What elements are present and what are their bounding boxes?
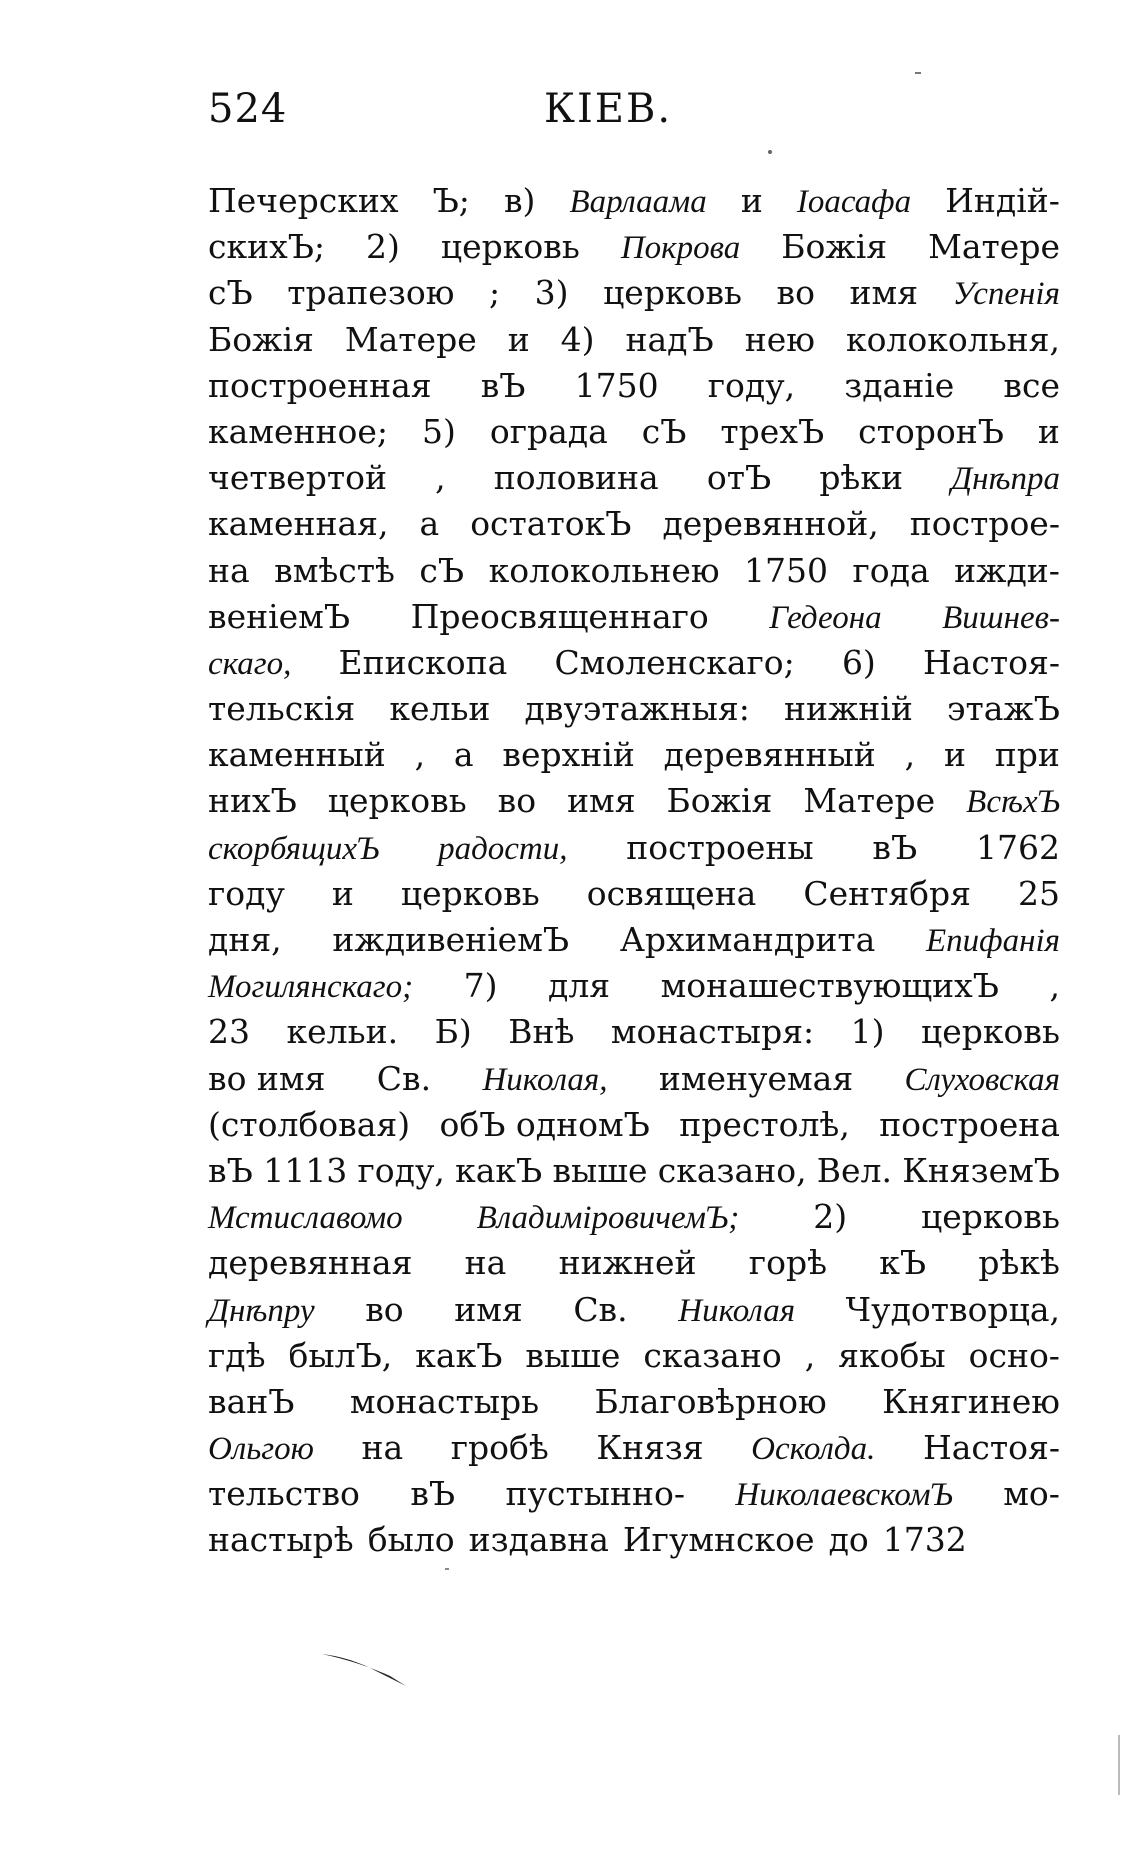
- word: ижди-: [954, 550, 1060, 590]
- word: деревянная: [208, 1243, 413, 1283]
- word: зданіе: [844, 365, 955, 405]
- text-line: [208, 686, 1060, 732]
- word: Св.: [376, 1058, 432, 1098]
- word: рѣки: [819, 458, 903, 498]
- word: Ъ;: [432, 181, 470, 220]
- word: нижній: [783, 689, 913, 729]
- word: Преосвященнаго: [410, 596, 709, 636]
- italic-word: Слуховская: [904, 1061, 1060, 1098]
- word: пустынно-: [505, 1474, 685, 1514]
- word: Божія: [666, 781, 773, 821]
- word: деревянный: [663, 735, 876, 775]
- text-line: [208, 1471, 1060, 1517]
- word: построе-: [909, 504, 1060, 544]
- word: на: [464, 1243, 507, 1283]
- word: остатокЪ: [470, 504, 632, 544]
- word: построена: [879, 1104, 1060, 1144]
- italic-word: Варлаама: [569, 184, 707, 220]
- word: ,: [1049, 966, 1060, 1006]
- word: во: [365, 1289, 404, 1329]
- word: 2): [366, 227, 400, 267]
- italic-word: Успенія: [952, 276, 1060, 313]
- text-line: [208, 455, 1060, 501]
- word: было: [367, 1520, 455, 1560]
- word: трехЪ: [720, 411, 825, 451]
- word: горѣ: [748, 1243, 827, 1283]
- word: вЪ: [410, 1474, 456, 1514]
- ink-smudge-icon: [320, 1650, 410, 1690]
- word: Печерских: [208, 181, 399, 220]
- word: КняземЪ: [902, 1150, 1060, 1190]
- word: до: [828, 1520, 869, 1560]
- word: рѣкѣ: [978, 1243, 1060, 1283]
- text-line: [208, 1240, 1060, 1286]
- word: сторонЪ: [858, 411, 1004, 451]
- text-line: [208, 1287, 1060, 1333]
- italic-word: Николая: [678, 1292, 796, 1329]
- word: в): [503, 181, 536, 220]
- word: нею: [744, 319, 815, 359]
- word: и: [331, 873, 354, 913]
- word: Божія: [781, 227, 888, 267]
- italic-word: радости,: [438, 830, 568, 867]
- word: ,: [804, 1335, 816, 1375]
- word: года: [852, 550, 930, 590]
- word: и: [740, 181, 763, 220]
- italic-word: Покрова: [620, 230, 741, 267]
- word: церковь: [603, 273, 742, 313]
- word: Внѣ: [508, 1012, 575, 1052]
- word: году,: [707, 365, 796, 405]
- word: осно-: [968, 1335, 1060, 1375]
- word: кельи.: [286, 1012, 399, 1052]
- italic-word: Ольгою: [208, 1431, 314, 1468]
- word: верхній: [502, 735, 635, 775]
- italic-word: Мстиславомо: [208, 1200, 403, 1237]
- text-line: [208, 778, 1060, 824]
- word: а: [453, 735, 474, 775]
- word: Игумнское: [622, 1520, 815, 1560]
- text-line: [208, 409, 1060, 455]
- text-line: [208, 1102, 1060, 1148]
- word: Матере: [928, 227, 1060, 267]
- word: при: [994, 735, 1060, 775]
- word: Настоя-: [922, 642, 1060, 682]
- text-line: [208, 1009, 1060, 1055]
- word: издавна: [468, 1520, 609, 1560]
- word: гдѣ: [208, 1335, 266, 1375]
- word: мо-: [1003, 1474, 1060, 1514]
- word: 1750: [744, 550, 829, 590]
- italic-word: ВсѣхЪ: [966, 784, 1060, 821]
- word: сЪ: [419, 550, 465, 590]
- word: этажЪ: [946, 689, 1060, 729]
- ink-speck: [445, 1568, 449, 1570]
- word: построенная: [208, 365, 432, 405]
- page-number: 524: [208, 86, 288, 132]
- word: монашествующихЪ: [660, 966, 999, 1006]
- text-line: [208, 1148, 1060, 1194]
- word: колокольнею: [488, 550, 720, 590]
- word: вЪ: [872, 827, 918, 867]
- word: сЪ: [641, 411, 687, 451]
- word: дня,: [208, 920, 282, 959]
- word: Б): [434, 1012, 472, 1052]
- text-line: [208, 270, 1060, 316]
- word: Епископа: [338, 642, 508, 682]
- italic-word: ВладиміровичемЪ;: [476, 1200, 740, 1237]
- word: какЪ: [455, 1150, 543, 1190]
- word: ванЪ: [208, 1381, 295, 1421]
- word: настырѣ: [208, 1520, 354, 1560]
- word: 1762: [975, 827, 1060, 867]
- word: выше: [525, 1335, 621, 1375]
- word: имя: [567, 781, 636, 821]
- word: Сентября: [803, 873, 971, 913]
- word: 1732: [882, 1520, 967, 1560]
- word: гробѣ: [450, 1428, 549, 1468]
- word: 2): [813, 1197, 848, 1237]
- word: 7): [463, 966, 498, 1006]
- text-line: [208, 363, 1060, 409]
- word: Князя: [596, 1428, 704, 1468]
- word: церковь: [327, 781, 467, 821]
- word: четвертой: [208, 458, 387, 498]
- word: обЪ одномЪ: [439, 1104, 650, 1144]
- word: 1750: [574, 365, 659, 405]
- italic-word: Іоасафа: [796, 184, 912, 220]
- text-line: [208, 825, 1060, 871]
- word: тельскія: [208, 689, 356, 729]
- italic-word: НиколаевскомЪ: [735, 1477, 953, 1514]
- word: отЪ: [706, 458, 772, 498]
- word: освящена: [586, 873, 757, 913]
- text-line: [208, 1194, 1060, 1240]
- word: ;: [488, 273, 501, 313]
- text-line: [208, 1056, 1060, 1102]
- word: во имя: [208, 1058, 326, 1098]
- word: половина: [493, 458, 659, 498]
- italic-word: Епифанія: [926, 923, 1060, 959]
- word: сЪ: [208, 273, 253, 313]
- word: веніемЪ: [208, 596, 351, 636]
- word: имя: [849, 273, 919, 313]
- word: 1): [850, 1012, 885, 1052]
- word: былЪ,: [288, 1335, 393, 1375]
- ink-speck: [768, 150, 772, 154]
- italic-word: скаго,: [208, 645, 292, 682]
- word: выше: [552, 1150, 648, 1190]
- word: все: [1003, 365, 1060, 405]
- text-line: [208, 594, 1060, 640]
- ink-speck: [915, 72, 921, 74]
- word: на: [208, 550, 250, 590]
- word: и: [1037, 411, 1060, 451]
- text-line: [208, 548, 1060, 594]
- word: Матере: [344, 319, 477, 359]
- word: а: [419, 504, 440, 544]
- page-header: [208, 86, 1048, 146]
- word: церковь: [921, 1012, 1060, 1052]
- running-title: КІЕВ.: [544, 86, 673, 132]
- word: 4): [560, 319, 595, 359]
- word: каменный: [208, 735, 386, 775]
- italic-word: Вишнев-: [942, 599, 1060, 636]
- word: церковь: [440, 227, 580, 267]
- word: ограда: [489, 411, 608, 451]
- word: колокольня,: [845, 319, 1060, 359]
- word: Божія: [208, 319, 314, 359]
- word: сказано,: [657, 1150, 807, 1190]
- word: Княгинею: [882, 1381, 1060, 1421]
- word: ,: [904, 735, 916, 775]
- word: монастырь: [349, 1381, 540, 1421]
- text-line: [208, 1333, 1060, 1379]
- word: ,: [414, 735, 426, 775]
- text-line: [208, 501, 1060, 547]
- page-edge-mark: [1118, 1735, 1120, 1795]
- word: 23: [208, 1012, 250, 1052]
- text-line: [208, 1425, 1060, 1471]
- italic-word: Осколда.: [751, 1431, 876, 1468]
- word: году: [208, 873, 285, 913]
- word: надЪ: [625, 319, 714, 359]
- word: Вел.: [816, 1150, 893, 1190]
- word: каменное;: [208, 411, 389, 451]
- text-line: [208, 732, 1060, 778]
- word: 25: [1017, 873, 1060, 913]
- word: церковь: [921, 1197, 1060, 1237]
- word: двуэтажныя:: [524, 689, 750, 729]
- word: во: [776, 273, 815, 313]
- italic-word: Днѣпра: [951, 461, 1060, 498]
- word: Индій-: [945, 181, 1060, 220]
- word: монастыря:: [610, 1012, 815, 1052]
- word: Благовѣрною: [594, 1381, 827, 1421]
- italic-word: Николая,: [482, 1061, 608, 1098]
- word: году,: [357, 1150, 445, 1190]
- italic-word: Днѣпру: [208, 1292, 315, 1329]
- text-line: [208, 871, 1060, 917]
- word: церковь: [400, 873, 540, 913]
- word: имя: [454, 1289, 523, 1329]
- word: во: [497, 781, 537, 821]
- body-text: [208, 178, 1060, 1564]
- word: вЪ: [480, 365, 526, 405]
- word: кельи: [389, 689, 491, 729]
- italic-word: Могилянскаго;: [208, 969, 414, 1006]
- word: трапезою: [287, 273, 455, 313]
- text-line: [208, 1379, 1060, 1425]
- word: для: [548, 966, 611, 1006]
- word: Настоя-: [922, 1428, 1060, 1468]
- word: иждивеніемЪ: [332, 920, 570, 959]
- word: именуемая: [658, 1058, 854, 1098]
- word: какЪ: [415, 1335, 503, 1375]
- word: построены: [626, 827, 814, 867]
- word: сказано: [643, 1335, 782, 1375]
- word: деревянной,: [662, 504, 879, 544]
- word: Матере: [803, 781, 936, 821]
- word: 5): [421, 411, 456, 451]
- italic-word: Гедеона: [769, 599, 882, 636]
- word: скихЪ;: [208, 227, 326, 267]
- word: Св.: [573, 1289, 628, 1329]
- italic-word: скорбящихЪ: [208, 830, 380, 867]
- word: престолѣ,: [679, 1104, 850, 1144]
- word: тельство: [208, 1474, 360, 1514]
- word: (столбовая): [208, 1104, 411, 1144]
- word: 3): [534, 273, 569, 313]
- word: вмѣстѣ: [274, 550, 395, 590]
- word: якобы: [838, 1335, 946, 1375]
- word: вЪ 1113: [208, 1150, 348, 1190]
- word: нижней: [558, 1243, 697, 1283]
- text-line: [208, 178, 1060, 224]
- word: кЪ: [879, 1243, 927, 1283]
- word: ,: [435, 458, 446, 498]
- text-line: [208, 1517, 1060, 1563]
- word: Смоленскаго;: [554, 642, 795, 682]
- text-line: [208, 917, 1060, 963]
- word: 6): [841, 642, 876, 682]
- word: Чудотворца,: [845, 1289, 1060, 1329]
- word: Архимандрита: [619, 920, 876, 959]
- word: и: [943, 735, 966, 775]
- text-line: [208, 317, 1060, 363]
- word: на: [361, 1428, 404, 1468]
- text-line: [208, 224, 1060, 270]
- word: и: [507, 319, 530, 359]
- word: каменная,: [208, 504, 389, 544]
- text-line: [208, 640, 1060, 686]
- word: нихЪ: [208, 781, 297, 821]
- text-line: [208, 963, 1060, 1009]
